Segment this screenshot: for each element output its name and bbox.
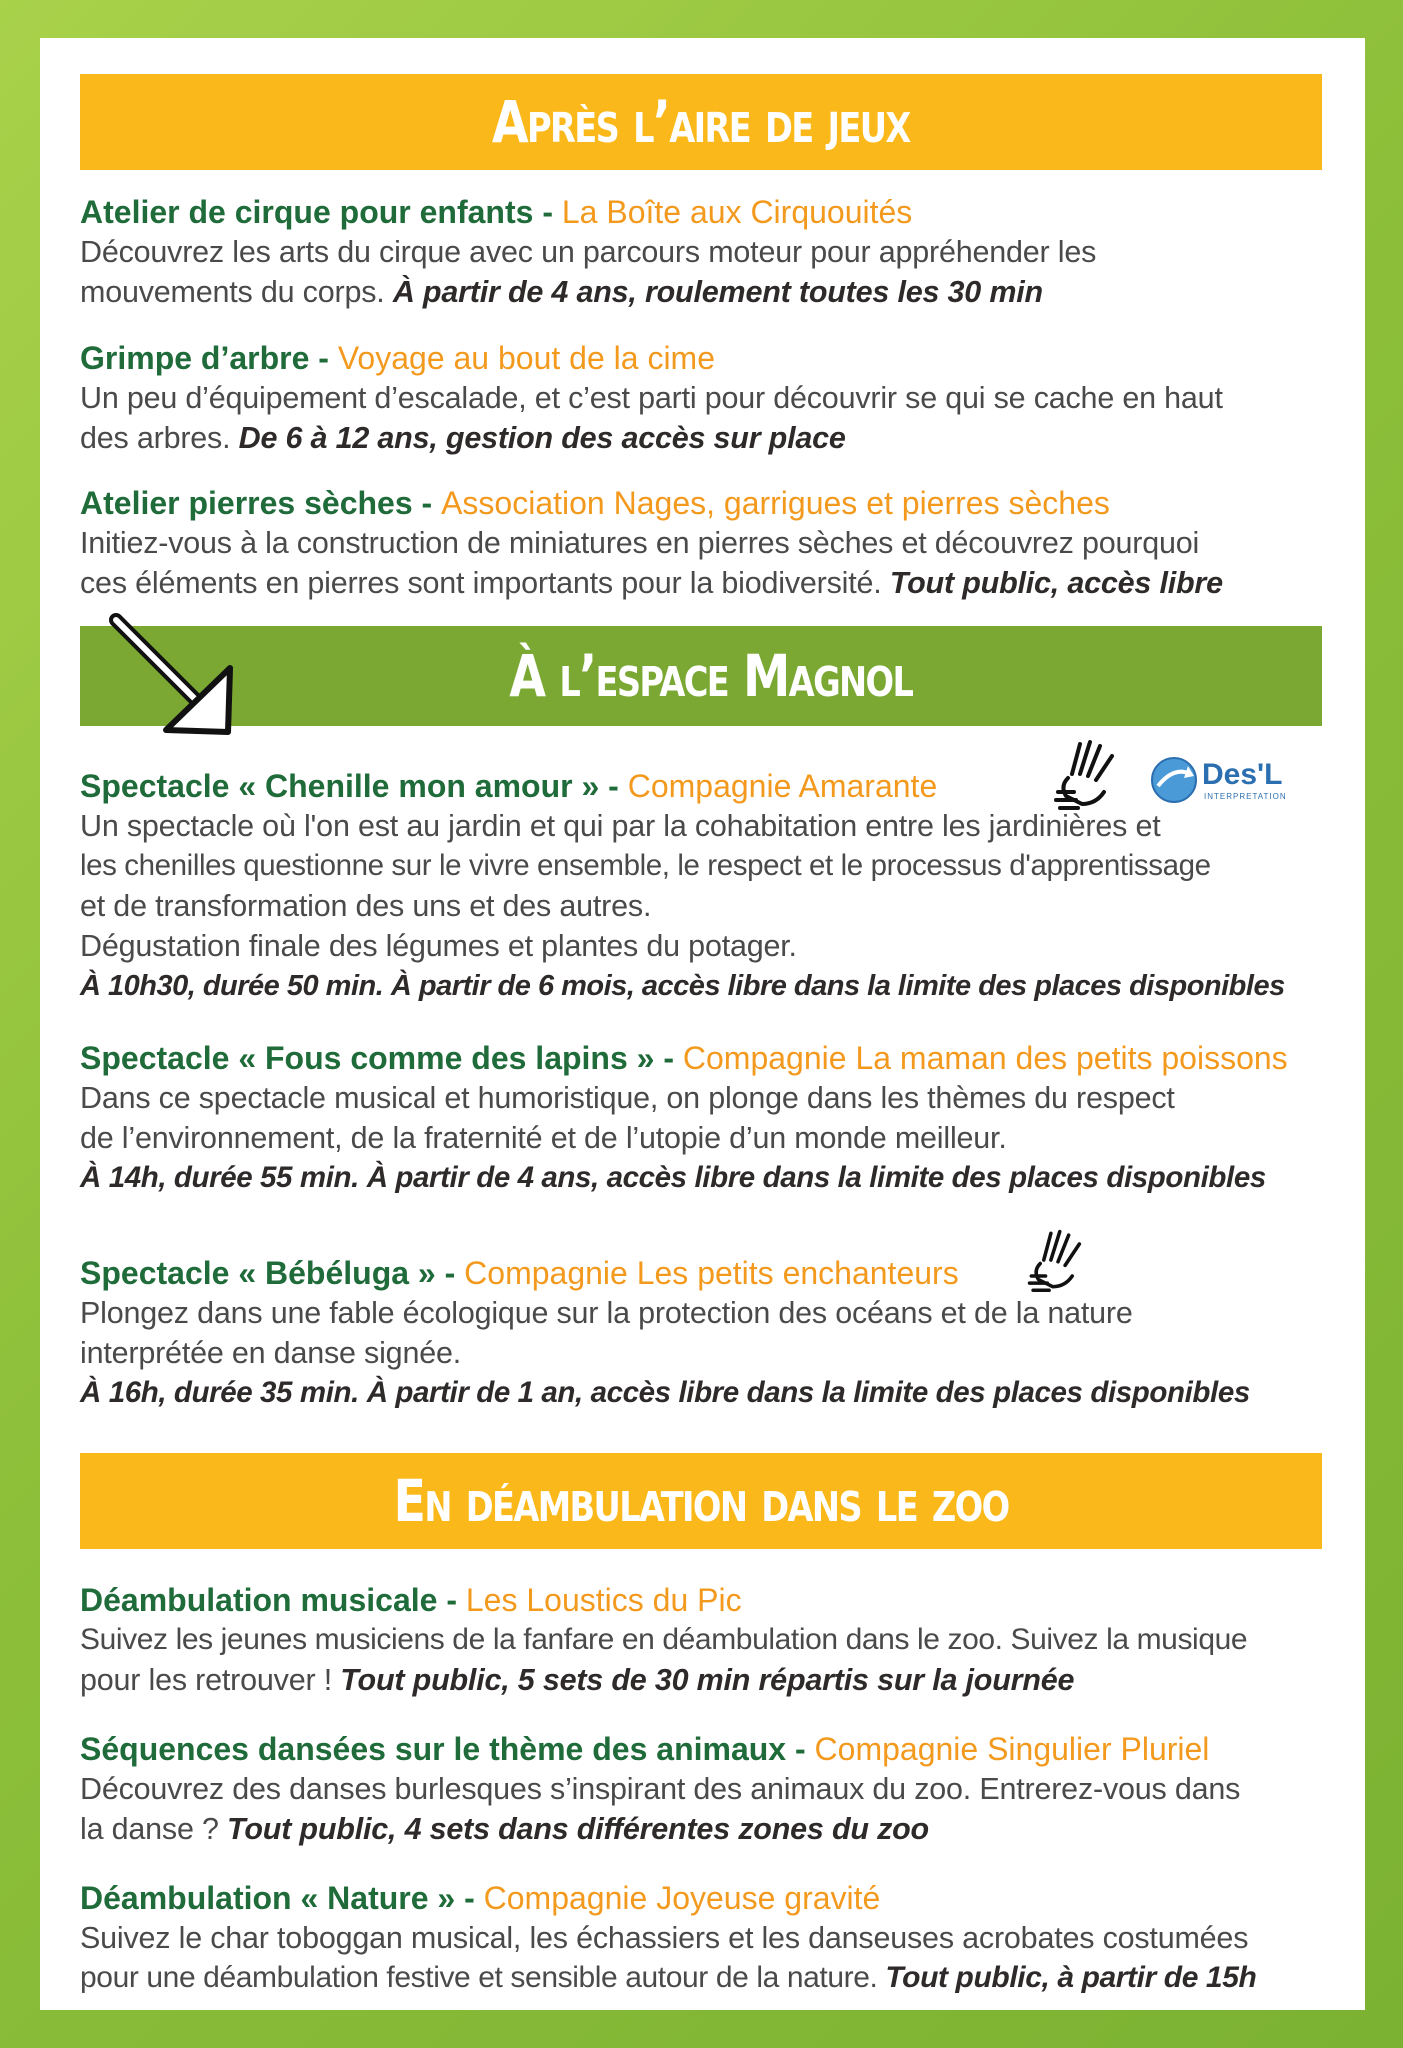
activity-name: Spectacle « Bébéluga » [80,1255,436,1291]
activity-name: Atelier de cirque pour enfants [80,194,534,230]
activity-details: À partir de 4 ans, roulement toutes les 30 min [392,275,1043,309]
activity-description: Découvrez les arts du cirque avec un parcours moteur pour appréhender les mouvements du corps. À partir de 4 ans, roulement toutes les 30 min [80,235,1097,309]
activity-dry-stones: Atelier pierres sèches - Association Nages, garrigues et pierres sèches Initiez-vous à la construction de miniatures en pierres sèches et découvrez pourquoi ces éléments en pierres sont importants pour la biodiversité. Tout public, accès libre [80,483,1400,603]
activity-tree-climbing: Grimpe d’arbre - Voyage au bout de la cime Un peu d’équipement d’escalade, et c’est parti pour découvrir se qui se cache en haut des arbres. De 6 à 12 ans, gestion des accès sur place [80,338,1400,458]
activity-organizer: Compagnie La maman des petits poissons [682,1040,1288,1076]
activity-description: Suivez les jeunes musiciens de la fanfare en déambulation dans le zoo. Suivez la musique pour les retrouver ! Tout public, 5 sets de 30 min répartis sur la journée [80,1623,1248,1697]
section-title: En déambulation dans le zoo [393,1467,1009,1535]
activity-name: Spectacle « Fous comme des lapins » [80,1040,655,1076]
program-card [40,38,1365,2010]
sign-language-icon [1026,1224,1090,1296]
activity-details: Tout public, 5 sets de 30 min répartis sur la journée [340,1663,1075,1697]
activity-organizer: Association Nages, garrigues et pierres sèches [441,485,1110,521]
activity-details: Tout public, 4 sets dans différentes zones du zoo [227,1812,929,1846]
activity-organizer: Compagnie Joyeuse gravité [483,1880,881,1916]
activity-description: Plongez dans une fable écologique sur la protection des océans et de la nature interprétée en danse signée. À 16h, durée 35 min. À partir de 1 an, accès libre dans la limite des places disponibles [80,1293,1400,1413]
desl-logo [1150,756,1287,806]
activity-chenille: Spectacle « Chenille mon amour » - Compagnie Amarante Un spectacle où l'on est au jardin et qui par la cohabitation entre les jardinières et les chenilles questionne sur le vivre ensemble, le respect et le processus d'apprentissage et de transformation des uns et des autres. Dégustation finale des légumes et plantes du potager. À 10h30, durée 50 min. À partir de 6 mois, accès libre dans la limite des places disponibles [80,766,1400,1006]
activity-description: Un peu d’équipement d’escalade, et c’est parti pour découvrir se qui se cache en haut des arbres. De 6 à 12 ans, gestion des accès sur place [80,381,1223,455]
activity-circus: Atelier de cirque pour enfants - La Boîte aux Cirquouités Découvrez les arts du cirque avec un parcours moteur pour appréhender les mouvements du corps. À partir de 4 ans, roulement toutes les 30 min [80,192,1400,312]
arrow-down-right-icon [106,610,246,750]
activity-organizer: Compagnie Les petits enchanteurs [464,1255,959,1291]
activity-organizer: Compagnie Amarante [627,768,938,804]
activity-description: Initiez-vous à la construction de miniatures en pierres sèches et découvrez pourquoi ces éléments en pierres sont importants pour la biodiversité. Tout public, accès libre [80,526,1223,600]
activity-lapins: Spectacle « Fous comme des lapins » - Compagnie La maman des petits poissons Dans ce spectacle musical et humoristique, on plonge dans les thèmes du respect de l’environnement, de la fraternité et de l’utopie d’un monde meilleur. À 14h, durée 55 min. À partir de 4 ans, accès libre dans la limite des places disponibles [80,1038,1400,1198]
activity-organizer: Voyage au bout de la cime [337,340,715,376]
sign-language-icon [1052,734,1124,814]
activity-organizer: La Boîte aux Cirquouités [561,194,913,230]
activity-name: Déambulation « Nature » [80,1880,456,1916]
activity-name: Grimpe d’arbre [80,340,310,376]
activity-details: Tout public, à partir de 15h [885,1961,1257,1994]
section-banner-zoo [80,1453,1322,1549]
activity-name: Spectacle « Chenille mon amour » [80,768,600,804]
section-title: Après l’aire de jeux [492,88,910,156]
activity-name: Séquences dansées sur le thème des animaux [80,1731,787,1767]
section-title: À l’espace Magnol [509,642,913,710]
activity-description: Dans ce spectacle musical et humoristique, on plonge dans les thèmes du respect de l’environnement, de la fraternité et de l’utopie d’un monde meilleur. À 14h, durée 55 min. À partir de 4 ans, accès libre dans la limite des places disponibles [80,1078,1400,1198]
activity-name: Déambulation musicale [80,1582,438,1618]
activity-description: Suivez le char toboggan musical, les échassiers et les danseuses acrobates costumées pour une déambulation festive et sensible autour de la nature. Tout public, à partir de 15h [80,1921,1257,1994]
logo-text: Des'L [1202,758,1283,791]
section-banner-magnol [80,626,1322,726]
globe-icon [1150,756,1198,804]
activity-details: À 16h, durée 35 min. À partir de 1 an, accès libre dans la limite des places disponibles [80,1376,1250,1409]
activity-description: Découvrez des danses burlesques s’inspirant des animaux du zoo. Entrerez-vous dans la danse ? Tout public, 4 sets dans différentes zones du zoo [80,1772,1241,1846]
logo-subtext: INTERPRETATION [1204,792,1287,801]
activity-details: À 14h, durée 55 min. À partir de 4 ans, accès libre dans la limite des places disponibles [80,1161,1266,1194]
activity-dance-sequences: Séquences dansées sur le thème des animaux - Compagnie Singulier Pluriel Découvrez des danses burlesques s’inspirant des animaux du zoo. Entrerez-vous dans la danse ? Tout public, 4 sets dans différentes zones du zoo [80,1729,1400,1849]
activity-description: Un spectacle où l'on est au jardin et qui par la cohabitation entre les jardinières et les chenilles questionne sur le vivre ensemble, le respect et le processus d'apprentissage et de transformation des uns et des autres. Dégustation finale des légumes et plantes du potager. À 10h30, durée 50 min. À partir de 6 mois, accès libre dans la limite des places disponibles [80,806,1400,1006]
activity-organizer: Compagnie Singulier Pluriel [814,1731,1210,1767]
activity-organizer: Les Loustics du Pic [465,1582,742,1618]
activity-musical-parade: Déambulation musicale - Les Loustics du Pic Suivez les jeunes musiciens de la fanfare en déambulation dans le zoo. Suivez la musique pour les retrouver ! Tout public, 5 sets de 30 min répartis sur la journée [80,1580,1400,1700]
activity-nature-parade: Déambulation « Nature » - Compagnie Joyeuse gravité Suivez le char toboggan musical, les échassiers et les danseuses acrobates costumées pour une déambulation festive et sensible autour de la nature. Tout public, à partir de 15h [80,1878,1400,1998]
activity-details: De 6 à 12 ans, gestion des accès sur place [238,421,846,455]
activity-details: À 10h30, durée 50 min. À partir de 6 mois, accès libre dans la limite des places disponibles [80,970,1285,1002]
section-banner-playground [80,74,1322,170]
activity-name: Atelier pierres sèches [80,485,413,521]
activity-details: Tout public, accès libre [889,566,1223,600]
activity-bebeluga: Spectacle « Bébéluga » - Compagnie Les petits enchanteurs Plongez dans une fable écologique sur la protection des océans et de la nature interprétée en danse signée. À 16h, durée 35 min. À partir de 1 an, accès libre dans la limite des places disponibles [80,1253,1400,1413]
